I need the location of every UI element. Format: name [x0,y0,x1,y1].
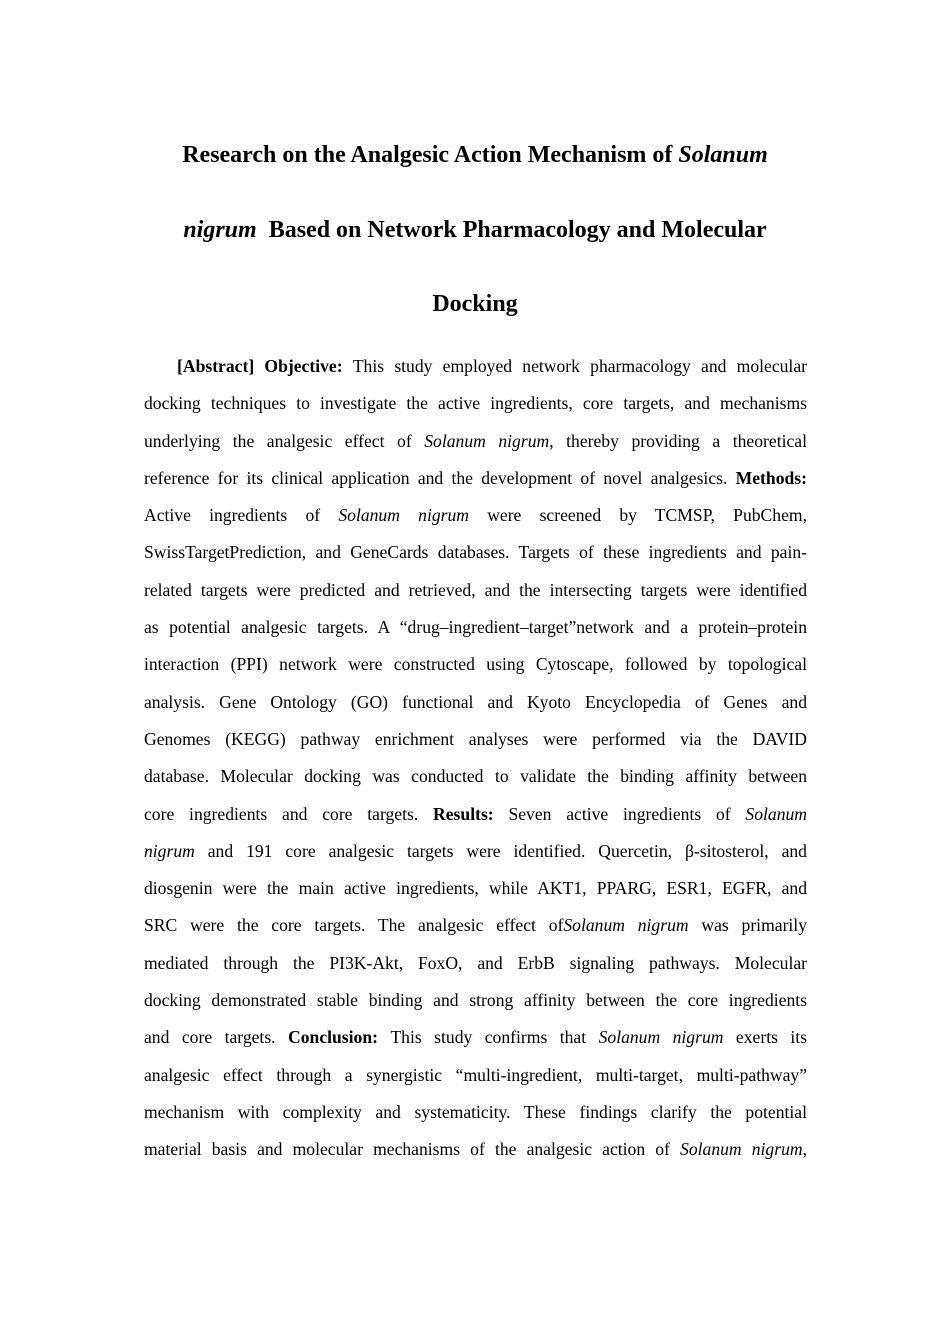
abstract-text: were screened by TCMSP, PubChem, [487,505,807,526]
abstract-text: analysis. Gene Ontology (GO) functional and Kyoto Encyclopedia of Genes and [144,691,807,712]
abstract-line [144,572,807,609]
species-name-italic: nigrum [144,840,208,861]
abstract-line [144,1094,807,1131]
abstract-text: as potential analgesic targets. A “drug–ingredient–target”network and a protein–protein [144,617,807,638]
abstract-text: database. Molecular docking was conducted to validate the binding affinity between [144,766,807,787]
abstract-line [144,460,807,497]
abstract-text: This study employed network pharmacology and molecular [352,356,807,376]
abstract-heading: Results: [433,803,509,824]
abstract-text: diosgenin were the main active ingredients, while AKT1, PPARG, ESR1, EGFR, and [144,878,807,899]
title-line [140,267,810,342]
abstract-line [144,796,807,833]
abstract-text: , thereby providing a theoretical [549,430,807,451]
abstract-text: material basis and molecular mechanisms of the analgesic action of [144,1139,681,1160]
abstract-text: , [802,1139,807,1160]
title-species-italic: Solanum [678,142,768,168]
abstract-line [144,1019,807,1056]
abstract-text: SRC were the core targets. The analgesic effect of [144,915,564,936]
title-line [140,193,810,268]
abstract-text: was primarily [701,915,807,936]
abstract-text: interaction (PPI) network were constructed using Cytoscape, followed by topological [144,654,807,675]
abstract-text: reference for its clinical application and the development of novel analgesics. [144,467,736,488]
species-name-italic: Solanum nigrum [424,430,550,451]
abstract-text: and core targets. [144,1027,289,1048]
species-name-italic: Solanum [745,803,807,824]
title-text: Docking [432,291,518,317]
abstract-heading: Methods: [735,467,807,488]
abstract-heading: Conclusion: [288,1027,391,1048]
abstract-line [144,348,807,385]
abstract-line [144,945,807,982]
abstract-heading: [Abstract] Objective: [177,356,353,376]
abstract-line [144,423,807,460]
species-name-italic: Solanum nigrum [598,1027,736,1048]
abstract-text: Genomes (KEGG) pathway enrichment analyses were performed via the DAVID [144,728,807,749]
abstract-text: and 191 core analgesic targets were identified. Quercetin, β-sitosterol, and [207,840,807,861]
species-name-italic: Solanum nigrum [338,505,488,526]
abstract-text: mediated through the PI3K-Akt, FoxO, and ErbB signaling pathways. Molecular [144,952,807,973]
abstract-text: mechanism with complexity and systematicity. These findings clarify the potential [144,1101,807,1122]
abstract-text: analgesic effect through a synergistic “multi-ingredient, multi-target, multi-pathway” [144,1064,807,1085]
abstract-line [144,646,807,683]
abstract-text: This study confirms that [390,1027,599,1048]
abstract-text: Seven active ingredients of [508,803,746,824]
title-text: Based on Network Pharmacology and Molecular [256,216,767,243]
abstract-line [144,609,807,646]
species-name-italic: Solanum nigrum [680,1139,803,1160]
abstract-line [144,1057,807,1094]
abstract-line [144,982,807,1019]
paper-title [140,118,810,342]
abstract-text: underlying the analgesic effect of [144,430,425,451]
abstract-line [144,833,807,870]
abstract-line [144,758,807,795]
title-line [140,118,810,193]
abstract-text: Active ingredients of [144,505,339,526]
abstract-text: core ingredients and core targets. [144,803,434,824]
abstract-line [144,385,807,422]
abstract-line [144,721,807,758]
abstract-line [144,497,807,534]
abstract-line [144,1131,807,1168]
abstract-line [144,907,807,944]
abstract-text: exerts its [735,1027,808,1048]
abstract-line [144,534,807,571]
title-text: Research on the Analgesic Action Mechanism of [182,142,679,168]
abstract-text: SwissTargetPrediction, and GeneCards databases. Targets of these ingredients and pain- [144,542,807,563]
species-name-italic: Solanum nigrum [563,915,702,936]
abstract-text: docking demonstrated stable binding and strong affinity between the core ingredients [144,990,807,1011]
abstract-line [144,684,807,721]
title-species-italic: nigrum [183,216,257,243]
abstract-line [144,870,807,907]
abstract-text: docking techniques to investigate the active ingredients, core targets, and mechanisms [144,393,807,414]
abstract-body [144,348,807,1169]
abstract-text: related targets were predicted and retrieved, and the intersecting targets were identified [144,579,807,600]
